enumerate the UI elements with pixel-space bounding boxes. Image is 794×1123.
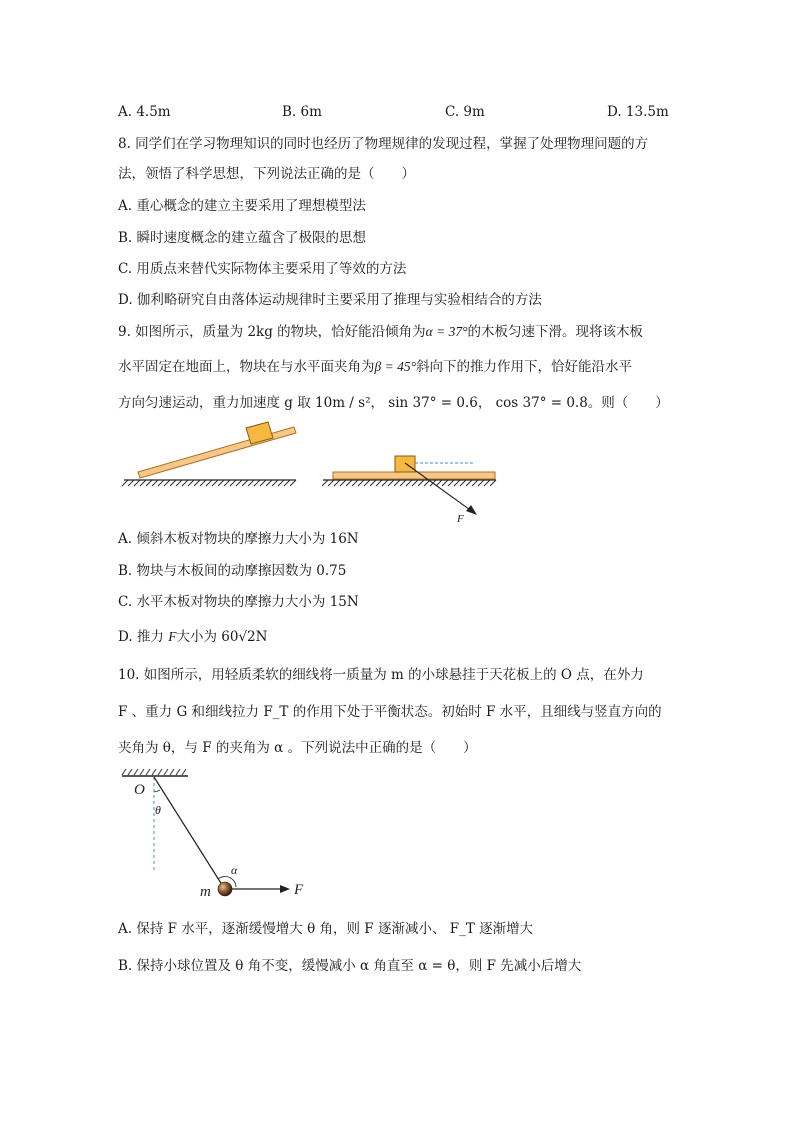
force-f-label: F <box>457 513 464 525</box>
q9-opt-d-text-a: D. 推力 <box>118 629 164 645</box>
mass-m-label: m <box>200 884 211 900</box>
alpha-label: α <box>231 863 238 877</box>
force-f-arrowhead <box>466 505 477 515</box>
q9-l1-text-b: 的木板匀速下滑。现将该木板 <box>467 324 644 340</box>
q9-beta-math: β = 45° <box>374 359 416 374</box>
q9-l2-text-a: 水平固定在地面上，物块在与水平面夹角为 <box>118 359 375 375</box>
ball <box>218 882 232 896</box>
q9-opt-d-text-b: 大小为 <box>176 629 217 645</box>
horizontal-board <box>333 472 495 479</box>
q7-option-b: B. 6m <box>282 104 322 120</box>
q9-option-c: C. 水平木板对物块的摩擦力大小为 15N <box>118 594 359 610</box>
q10-stem-line1: 10. 如图所示，用轻质柔软的细线将一质量为 m 的小球悬挂于天花板上的 O 点，在外力 <box>118 667 644 683</box>
q9-stem-line1 <box>118 323 643 341</box>
ceiling <box>122 769 188 776</box>
q9-cos-value: cos 37° = 0.8 <box>495 395 588 411</box>
string <box>154 777 224 888</box>
q8-option-a: A. 重心概念的建立主要采用了理想模型法 <box>118 198 366 214</box>
q7-option-d: D. 13.5m <box>607 104 669 120</box>
q9-sin-value: sin 37° = 0.6 <box>388 395 478 411</box>
right-ground <box>322 480 496 486</box>
force-f-label: F <box>294 882 304 898</box>
force-f-arrowhead <box>280 885 290 893</box>
q9-option-d <box>118 628 267 646</box>
q10-stem-line3: 夹角为 θ，与 F 的夹角为 α 。下列说法中正确的是（ ） <box>118 740 477 756</box>
q8-option-b: B. 瞬时速度概念的建立蕴含了极限的思想 <box>118 230 367 246</box>
q9-opt-d-value: 60√2N <box>221 629 268 645</box>
q8-stem-line2: 法，领悟了科学思想，下列说法正确的是（ ） <box>118 166 415 182</box>
q7-option-c: C. 9m <box>445 104 485 120</box>
q9-l3-text-b: 。则（ ） <box>587 395 669 411</box>
q9-l1-text-a: 9. 如图所示，质量为 2kg 的物块，恰好能沿倾角为 <box>118 324 426 340</box>
q9-stem-line3: 方向匀速运动，重力加速度 g 取 10m / s²， sin 37° = 0.6， cos 37° = 0.8。则（ ） <box>118 395 669 411</box>
q8-option-c: C. 用质点来替代实际物体主要采用了等效的方法 <box>118 261 407 277</box>
q9-option-b: B. 物块与木板间的动摩擦因数为 0.75 <box>118 563 347 579</box>
q8-option-d: D. 伽利略研究自由落体运动规律时主要采用了推理与实验相结合的方法 <box>118 292 542 308</box>
horizontal-block <box>395 456 415 472</box>
q9-figure <box>118 418 508 528</box>
q7-option-a: A. 4.5m <box>118 104 171 120</box>
q9-stem-line2 <box>118 358 632 376</box>
theta-label: θ <box>155 803 161 817</box>
force-f-arrow <box>405 463 473 512</box>
q10-option-b: B. 保持小球位置及 θ 角不变，缓慢减小 α 角直至 α = θ，则 F 先减小后增大 <box>118 958 582 974</box>
left-ground <box>122 480 296 486</box>
q9-option-a: A. 倾斜木板对物块的摩擦力大小为 16N <box>118 531 359 547</box>
q9-l2-text-b: 斜向下的推力作用下，恰好能沿水平 <box>415 359 632 375</box>
q9-g-value: 10m / s² <box>315 395 371 411</box>
theta-arc <box>154 790 160 792</box>
point-o-label: O <box>134 782 145 798</box>
q8-stem-line1: 8. 同学们在学习物理知识的同时也经历了物理规律的发现过程，掌握了处理物理问题的方 <box>118 136 649 152</box>
q9-l3-text-a: 方向匀速运动，重力加速度 g 取 <box>118 395 311 411</box>
q10-option-a: A. 保持 F 水平，逐渐缓慢增大 θ 角，则 F 逐渐减小、 F_T 逐渐增大 <box>118 921 534 937</box>
q10-stem-line2: F 、重力 G 和细线拉力 F_T 的作用下处于平衡状态。初始时 F 水平，且细线与竖直方向的 <box>118 704 662 720</box>
q9-alpha-math: α = 37° <box>425 324 468 339</box>
q10-figure <box>118 764 318 904</box>
q9-opt-d-F: F <box>168 629 177 644</box>
